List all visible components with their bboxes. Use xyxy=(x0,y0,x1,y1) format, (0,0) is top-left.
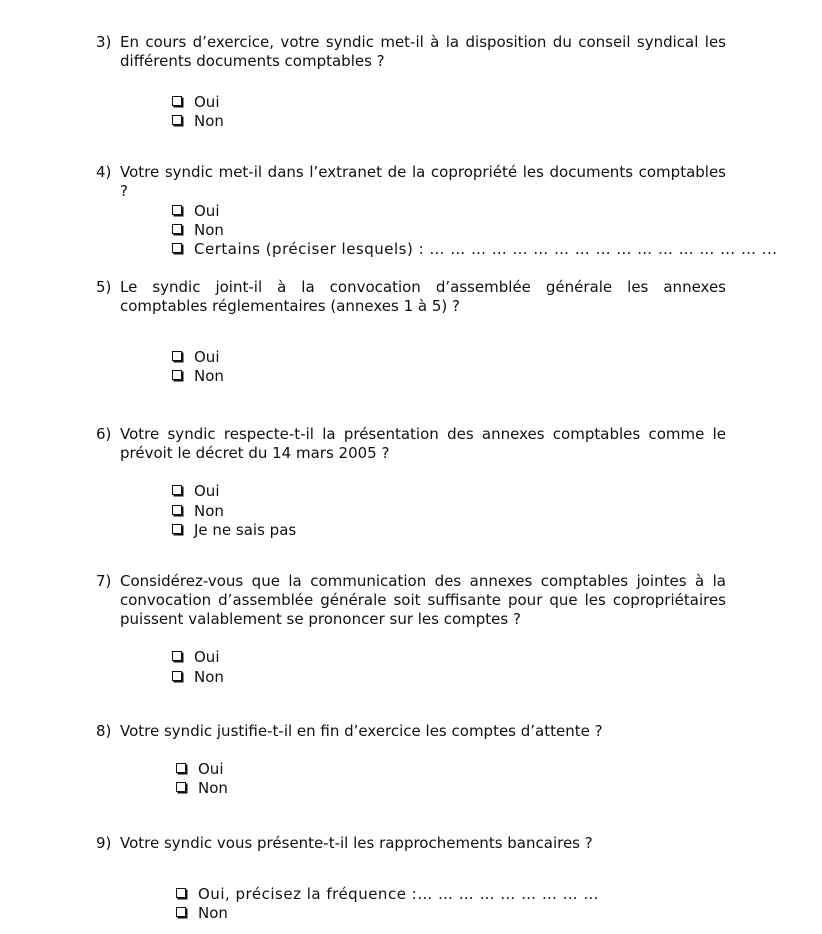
question-text: Considérez-vous que la communication des annexes comptables jointes à la convocation d’assemblée générale soit suffisante pour que les copropriétaires puissent valablement se prononcer sur les comptes ? xyxy=(120,572,726,628)
option-oui[interactable] xyxy=(172,482,219,501)
checkbox[interactable] xyxy=(172,524,182,534)
option-label: Non xyxy=(194,367,224,385)
option-label: Oui, précisez la fréquence :… … … … … … … … … xyxy=(198,885,599,903)
question-5 xyxy=(96,278,726,316)
question-text: Votre syndic justifie-t-il en fin d’exercice les comptes d’attente ? xyxy=(120,722,603,740)
question-3 xyxy=(96,33,726,71)
question-number: 4) xyxy=(96,163,112,181)
option-non[interactable] xyxy=(176,779,228,798)
question-text: En cours d’exercice, votre syndic met-il à la disposition du conseil syndical les différents documents comptables ? xyxy=(120,33,726,70)
checkbox[interactable] xyxy=(172,96,182,106)
option-je-ne-sais-pas[interactable] xyxy=(172,521,296,540)
checkbox[interactable] xyxy=(172,115,182,125)
checkbox[interactable] xyxy=(176,888,186,898)
option-non[interactable] xyxy=(172,367,224,386)
option-non[interactable] xyxy=(172,221,224,240)
option-label: Non xyxy=(194,221,224,239)
checkbox[interactable] xyxy=(172,370,182,380)
checkbox[interactable] xyxy=(172,651,182,661)
option-oui[interactable] xyxy=(172,202,219,221)
option-non[interactable] xyxy=(172,112,224,131)
question-text: Votre syndic met-il dans l’extranet de la copropriété les documents comptables ? xyxy=(120,163,726,200)
checkbox[interactable] xyxy=(172,243,182,253)
checkbox[interactable] xyxy=(172,671,182,681)
option-label: Non xyxy=(194,502,224,520)
option-non[interactable] xyxy=(176,904,228,923)
checkbox[interactable] xyxy=(172,205,182,215)
option-label: Oui xyxy=(194,93,220,111)
option-label: Oui xyxy=(194,348,220,366)
question-number: 3) xyxy=(96,33,112,51)
option-label: Oui xyxy=(198,760,224,778)
option-oui-frequence[interactable] xyxy=(176,885,599,904)
question-9 xyxy=(96,834,726,853)
option-label: Non xyxy=(198,904,228,922)
checkbox[interactable] xyxy=(176,763,186,773)
option-non[interactable] xyxy=(172,502,224,521)
question-text: Votre syndic vous présente-t-il les rapprochements bancaires ? xyxy=(120,834,593,852)
question-4 xyxy=(96,163,726,201)
question-number: 7) xyxy=(96,572,112,590)
question-number: 6) xyxy=(96,425,112,443)
checkbox[interactable] xyxy=(172,351,182,361)
checkbox[interactable] xyxy=(176,907,186,917)
checkbox[interactable] xyxy=(172,224,182,234)
checkbox[interactable] xyxy=(176,782,186,792)
option-oui[interactable] xyxy=(176,760,223,779)
option-label: Non xyxy=(194,668,224,686)
option-label: Certains (préciser lesquels) : … … … … … … … … … … … … … … … … ... xyxy=(194,240,778,258)
option-label: Oui xyxy=(194,648,220,666)
option-certains[interactable] xyxy=(172,240,778,259)
option-oui[interactable] xyxy=(172,93,219,112)
question-7 xyxy=(96,572,726,629)
question-number: 5) xyxy=(96,278,112,296)
option-label: Oui xyxy=(194,482,220,500)
option-label: Oui xyxy=(194,202,220,220)
checkbox[interactable] xyxy=(172,505,182,515)
option-label: Je ne sais pas xyxy=(194,521,297,539)
checkbox[interactable] xyxy=(172,485,182,495)
option-label: Non xyxy=(198,779,228,797)
question-number: 8) xyxy=(96,722,112,740)
option-oui[interactable] xyxy=(172,648,219,667)
option-oui[interactable] xyxy=(172,348,219,367)
question-text: Votre syndic respecte-t-il la présentation des annexes comptables comme le prévoit le décret du 14 mars 2005 ? xyxy=(120,425,726,462)
question-text: Le syndic joint-il à la convocation d’assemblée générale les annexes comptables réglementaires (annexes 1 à 5) ? xyxy=(120,278,726,315)
question-8 xyxy=(96,722,726,741)
question-number: 9) xyxy=(96,834,112,852)
question-6 xyxy=(96,425,726,463)
option-label: Non xyxy=(194,112,224,130)
option-non[interactable] xyxy=(172,668,224,687)
